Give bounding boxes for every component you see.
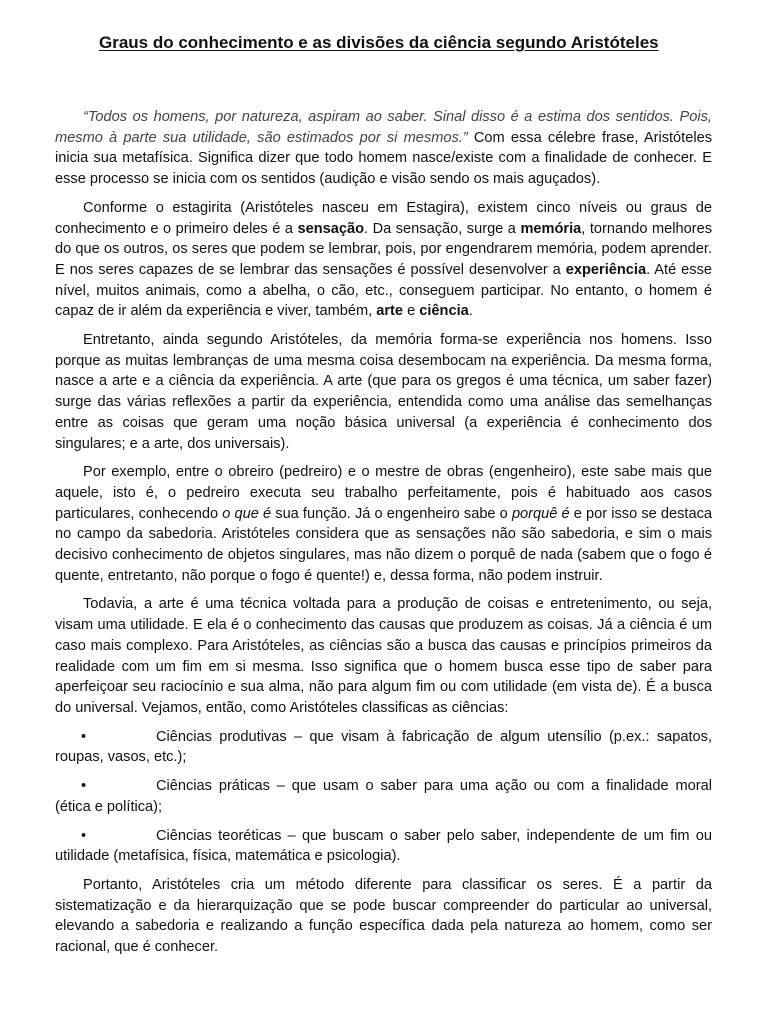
term-memoria: memória bbox=[520, 220, 582, 237]
text-run: e bbox=[403, 303, 420, 320]
text-run: . bbox=[468, 303, 473, 320]
list-item-theoretical bbox=[55, 826, 712, 867]
paragraph-intro-text: Com essa célebre frase, Aristóteles inicia sua metafísica. Significa dizer que todo homem nasce/existe com a finalidade de conhecer. E esse processo se inicia com os sentidos (audição e visão sendo os mais aguçados). bbox=[55, 129, 713, 188]
list-item-text: Ciências produtivas – que visam à fabricação de algum utensílio (p.ex.: sapatos, roupas, vasos, etc.); bbox=[55, 728, 712, 766]
term-experiencia: experiência bbox=[565, 261, 647, 278]
term-arte: arte bbox=[376, 303, 404, 320]
list-item-text: Ciências práticas – que usam o saber para uma ação ou com a finalidade moral (ética e política); bbox=[55, 778, 712, 815]
text-run: Por exemplo, entre o obreiro (pedreiro) e o mestre de obras (engenheiro), este sabe mais que aquele, isto é, o pedreiro executa seu trabalho perfeitamente, pois é habituado aos casos particulares, conhecendo bbox=[55, 464, 712, 522]
bullet-icon: • bbox=[81, 728, 87, 745]
bullet-icon: • bbox=[81, 778, 87, 795]
text-run: Conforme o estagirita (Aristóteles nasceu em Estagira), existem cinco níveis ou graus de conhecimento e o primeiro deles é a bbox=[55, 199, 712, 237]
bullet-icon: • bbox=[81, 827, 87, 844]
text-run: e por isso se destaca no campo da sabedoria. Aristóteles considera que as sensações não são sabedoria, e sim o mais decisivo conhecimento de objetos singulares, mas não dizem o porquê de nada (sabem que o fogo é quente, entretanto, não porque o fogo é quente!) e, dessa forma, não podem instruir. bbox=[55, 505, 712, 584]
sciences-list bbox=[55, 727, 712, 867]
term-sensacao: sensação bbox=[297, 220, 365, 237]
term-ciencia: ciência bbox=[419, 303, 469, 320]
text-run: . Até esse nível, muitos animais, como a abelha, o cão, etc., conseguem participar. No entanto, o homem é capaz de ir além da experiência e viver, também, bbox=[55, 261, 713, 320]
list-item-text: Ciências teoréticas – que buscam o saber pelo saber, independente de um fim ou utilidade (metafísica, física, matemática e psicologia). bbox=[55, 827, 712, 865]
emphasis-o-que-e: o que é bbox=[222, 505, 272, 522]
paragraph-science: Todavia, a arte é uma técnica voltada para a produção de coisas e entretenimento, ou seja, visam uma utilidade. E ela é o conhecimento das causas que produzem as coisas. Já a ciência é um caso mais complexo. Para Aristóteles, as ciências são a busca das causas e princípios primeiros da realidade com um fim em si mesma. Isso significa que o homem busca esse tipo de saber para aperfeiçoar seu raciocínio e sua alma, não para algum fim ou com utilidade (em vista de). É a busca do universal. Vejamos, então, como Aristóteles classificas as ciências: bbox=[55, 596, 712, 716]
document-title: Graus do conhecimento e as divisões da ciência segundo Aristóteles bbox=[99, 33, 659, 52]
emphasis-porque-e: porquê é bbox=[511, 505, 570, 522]
text-run: . Da sensação, surge a bbox=[364, 220, 521, 237]
list-item-productive bbox=[55, 727, 712, 768]
paragraph-degrees bbox=[55, 198, 712, 322]
paragraph-experience: Entretanto, ainda segundo Aristóteles, da memória forma-se experiência nos homens. Isso porque as muitas lembranças de uma mesma coisa desembocam na experiência. Da mesma forma, nasce a arte e a ciência da experiência. A arte (que para os gregos é uma técnica, um saber fazer) surge das várias reflexões a partir da experiência, entendida como uma análise das semelhanças entre as coisas que geram uma noção básica universal (a experiência é conhecimento dos singulares; e a arte, dos universais). bbox=[55, 332, 712, 452]
text-run: sua função. Já o engenheiro sabe o bbox=[271, 505, 512, 522]
aristotle-quote: “Todos os homens, por natureza, aspiram ao saber. Sinal disso é a estima dos sentidos. Pois, mesmo à parte sua utilidade, são estimados por si mesmos.” bbox=[55, 109, 712, 146]
paragraph-conclusion: Portanto, Aristóteles cria um método diferente para classificar os seres. É a partir da sistematização e da hierarquização que se pode buscar compreender do particular ao universal, elevando a sabedoria e realizando a função específica dada pela natureza ao homem, como ser racional, que é conhecer. bbox=[55, 876, 712, 956]
list-item-practical bbox=[55, 776, 712, 817]
text-run: , tornando melhores do que os outros, os seres que podem se lembrar, pois, por engendrarem memória, podem aprender. E nos seres capazes de se lembrar das sensações é possível desenvolver a bbox=[55, 220, 712, 278]
paragraph-intro bbox=[55, 107, 712, 190]
paragraph-example bbox=[55, 462, 712, 586]
